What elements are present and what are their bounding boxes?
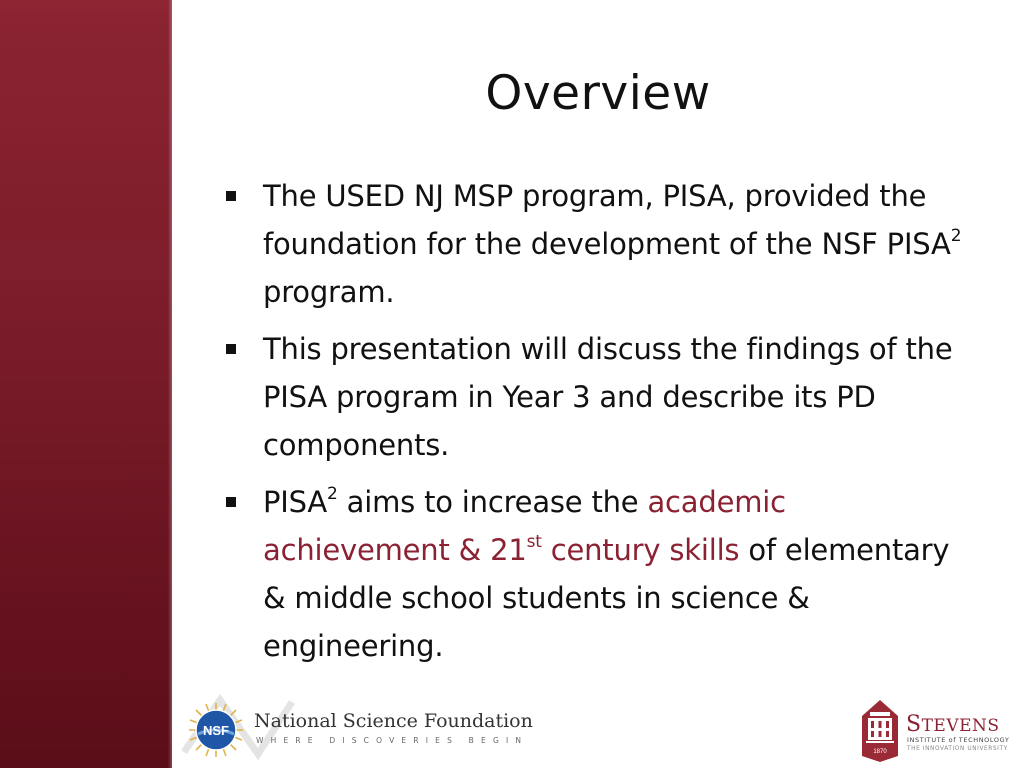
bullet-text: program. (263, 275, 395, 309)
nsf-globe-text: NSF (203, 723, 229, 738)
stevens-seal-icon (858, 698, 902, 764)
square-bullet-icon (226, 497, 236, 507)
square-bullet-icon (226, 344, 236, 354)
nsf-logo (178, 690, 533, 768)
square-bullet-icon (226, 191, 236, 201)
bullet-item (226, 325, 966, 469)
bullet-item (226, 172, 966, 316)
superscript: 2 (950, 226, 962, 246)
stevens-subtitle: INSTITUTE of TECHNOLOGY (907, 736, 1010, 744)
superscript: st (526, 532, 542, 552)
stevens-name-rest: TEVENS (921, 716, 1000, 736)
nsf-name: National Science Foundation (254, 710, 533, 732)
nsf-tagline: WHERE DISCOVERIES BEGIN (256, 736, 529, 745)
highlight-text: academic achievement & 21 (263, 485, 786, 567)
superscript: 2 (327, 484, 338, 504)
stevens-subtitle-2: THE INNOVATION UNIVERSITY (907, 746, 1008, 752)
side-band (0, 0, 172, 768)
bullet-text: This presentation will discuss the findings of the PISA program in Year 3 and describe its PD components. (263, 332, 953, 462)
bullet-list (226, 172, 966, 679)
bullet-item (226, 478, 966, 670)
stevens-seal-year: 1870 (873, 749, 887, 755)
bullet-text: aims to increase the (337, 485, 648, 519)
bullet-text: The USED NJ MSP program, PISA, provided the foundation for the development of the NSF PISA (263, 179, 951, 261)
slide-title: Overview (485, 66, 711, 121)
stevens-name (906, 712, 1000, 737)
stevens-name-initial: S (906, 712, 922, 737)
stevens-logo (858, 696, 1024, 768)
highlight-text: century skills (541, 533, 740, 567)
bullet-text: of elementary & middle school students in science & engineering. (263, 533, 950, 663)
nsf-globe-icon (188, 702, 244, 758)
bullet-text: PISA (263, 485, 328, 519)
